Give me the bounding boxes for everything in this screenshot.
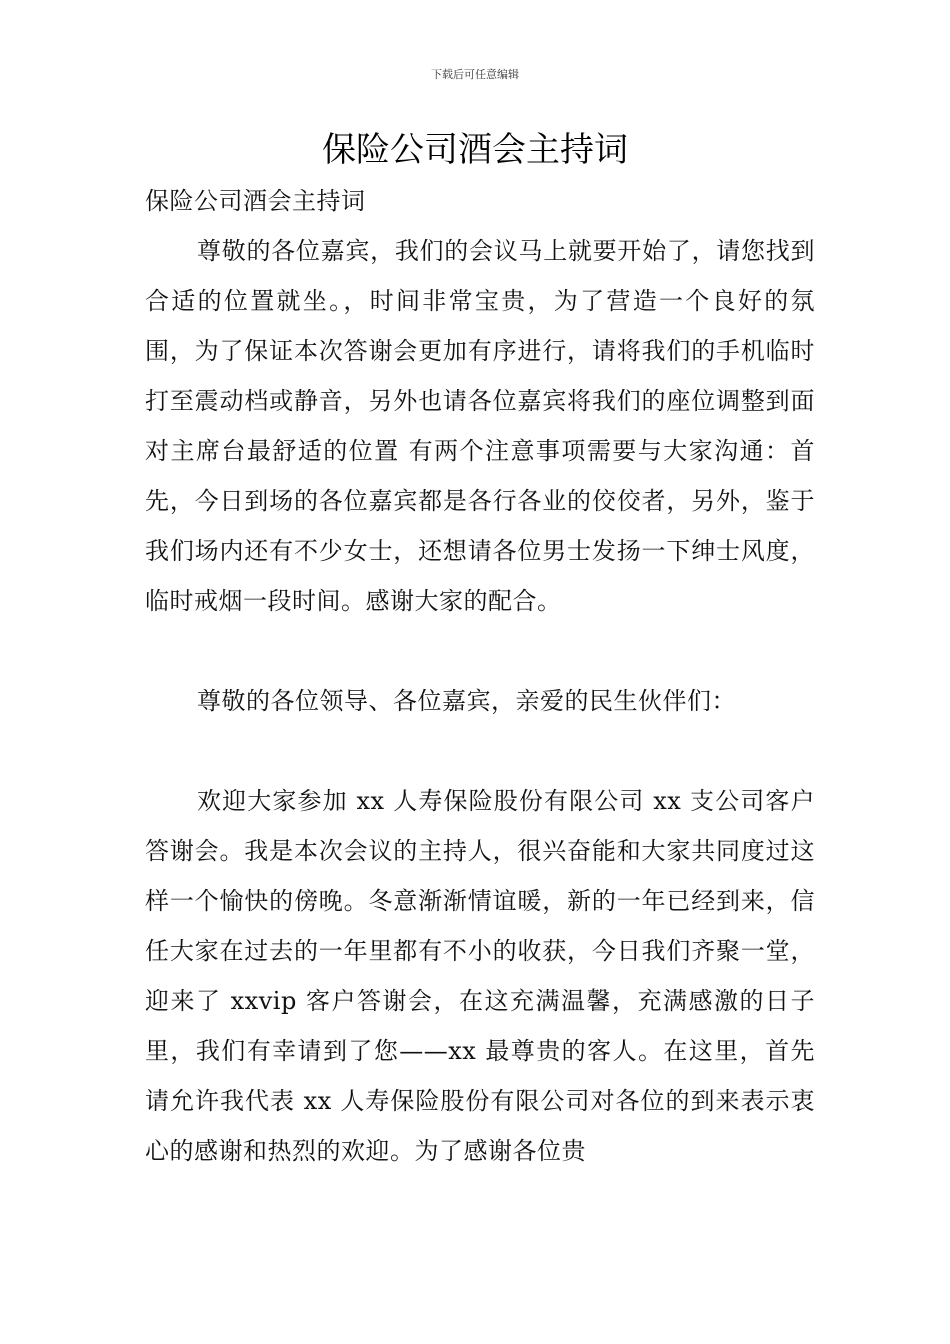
paragraph-opening-notice: 尊敬的各位嘉宾，我们的会议马上就要开始了，请您找到合适的位置就坐。，时间非常宝贵，为了营造一个良好的氛围，为了保证本次答谢会更加有序进行，请将我们的手机临时打至震动档或静音，另外也请各位嘉宾将我们的座位调整到面对主席台最舒适的位置 有两个注意事项需要与大家沟通：首先，今日到场的各位嘉宾都是各行各业的佼佼者，另外，鉴于我们场内还有不少女士，还想请各位男士发扬一下绅士风度，临时戒烟一段时间。感谢大家的配合。 [145, 237, 815, 615]
paragraph-spacer [145, 726, 815, 776]
paragraph-welcome: 欢迎大家参加 xx 人寿保险股份有限公司 xx 支公司客户答谢会。我是本次会议的主持人，很兴奋能和大家共同度过这样一个愉快的傍晚。冬意渐渐情谊暖，新的一年已经到来，信任大家在过去的一年里都有不小的收获，今日我们齐聚一堂，迎来了 xxvip 客户答谢会，在这充满温馨，充满感激的日子里，我们有幸请到了您——xx 最尊贵的客人。在这里，首先请允许我代表 xx 人寿保险股份有限公司对各位的到来表示衷心的感谢和热烈的欢迎。为了感谢各位贵 [145, 787, 815, 1165]
document-subtitle: 保险公司酒会主持词 [145, 187, 366, 215]
document-body [145, 176, 815, 1176]
document-title: 保险公司酒会主持词 [322, 130, 628, 170]
paragraph-greeting: 尊敬的各位领导、各位嘉宾，亲爱的民生伙伴们： [197, 687, 736, 715]
header-note: 下载后可任意编辑 [431, 68, 519, 81]
paragraph-spacer [145, 626, 815, 676]
